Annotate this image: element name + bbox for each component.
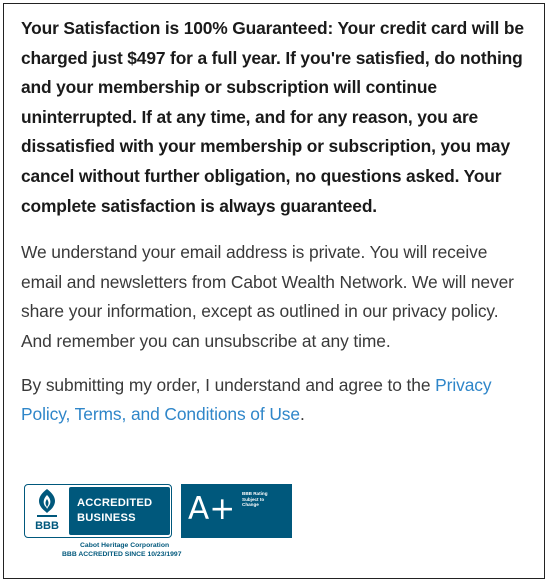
disclaimer-content [21,14,531,430]
disclaimer-panel [3,3,545,579]
bbb-accreditation-badge[interactable] [24,484,292,562]
bbb-rating-box [181,484,292,538]
accredited-business-box [69,487,170,535]
accredited-line1: ACCREDITED [77,497,153,509]
bbb-torch-logo-icon [27,487,67,535]
agreement-prefix: By submitting my order, I understand and agree to the [21,374,436,395]
satisfaction-guarantee-text: Your Satisfaction is 100% Guaranteed: Your credit card will be charged just $497 for a full year. If you're satisfied, do nothing and your membership or subscription will continue uninterrupted. If at any time, and for any reason, you are dissatisfied with your membership or subscription, you may cancel without further obligation, no questions asked. Your complete satisfaction is always guaranteed. [21,18,524,216]
privacy-terms-link[interactable]: Privacy Policy, Terms, and Conditions of Use [21,374,492,425]
bbb-grade-label: BBB Rating Subject to Change [242,491,268,507]
accredited-line2: BUSINESS [77,512,136,524]
bbb-caption [24,542,292,560]
email-privacy-text: We understand your email address is private. You will receive email and newsletters from Cabot Wealth Network. We will never share your information, except as outlined in our privacy policy. And remember you can unsubscribe at any time. [21,242,514,351]
bbb-logo-text: BBB [35,520,59,532]
bbb-grade: A+ [188,491,236,527]
bbb-accredited-since: BBB ACCREDITED SINCE 10/23/1997 [62,550,182,558]
bbb-accredited-seal [24,484,172,538]
agreement-suffix: . [299,404,305,425]
bbb-business-name: Cabot Heritage Corporation [80,542,170,549]
order-agreement-text [21,371,531,430]
